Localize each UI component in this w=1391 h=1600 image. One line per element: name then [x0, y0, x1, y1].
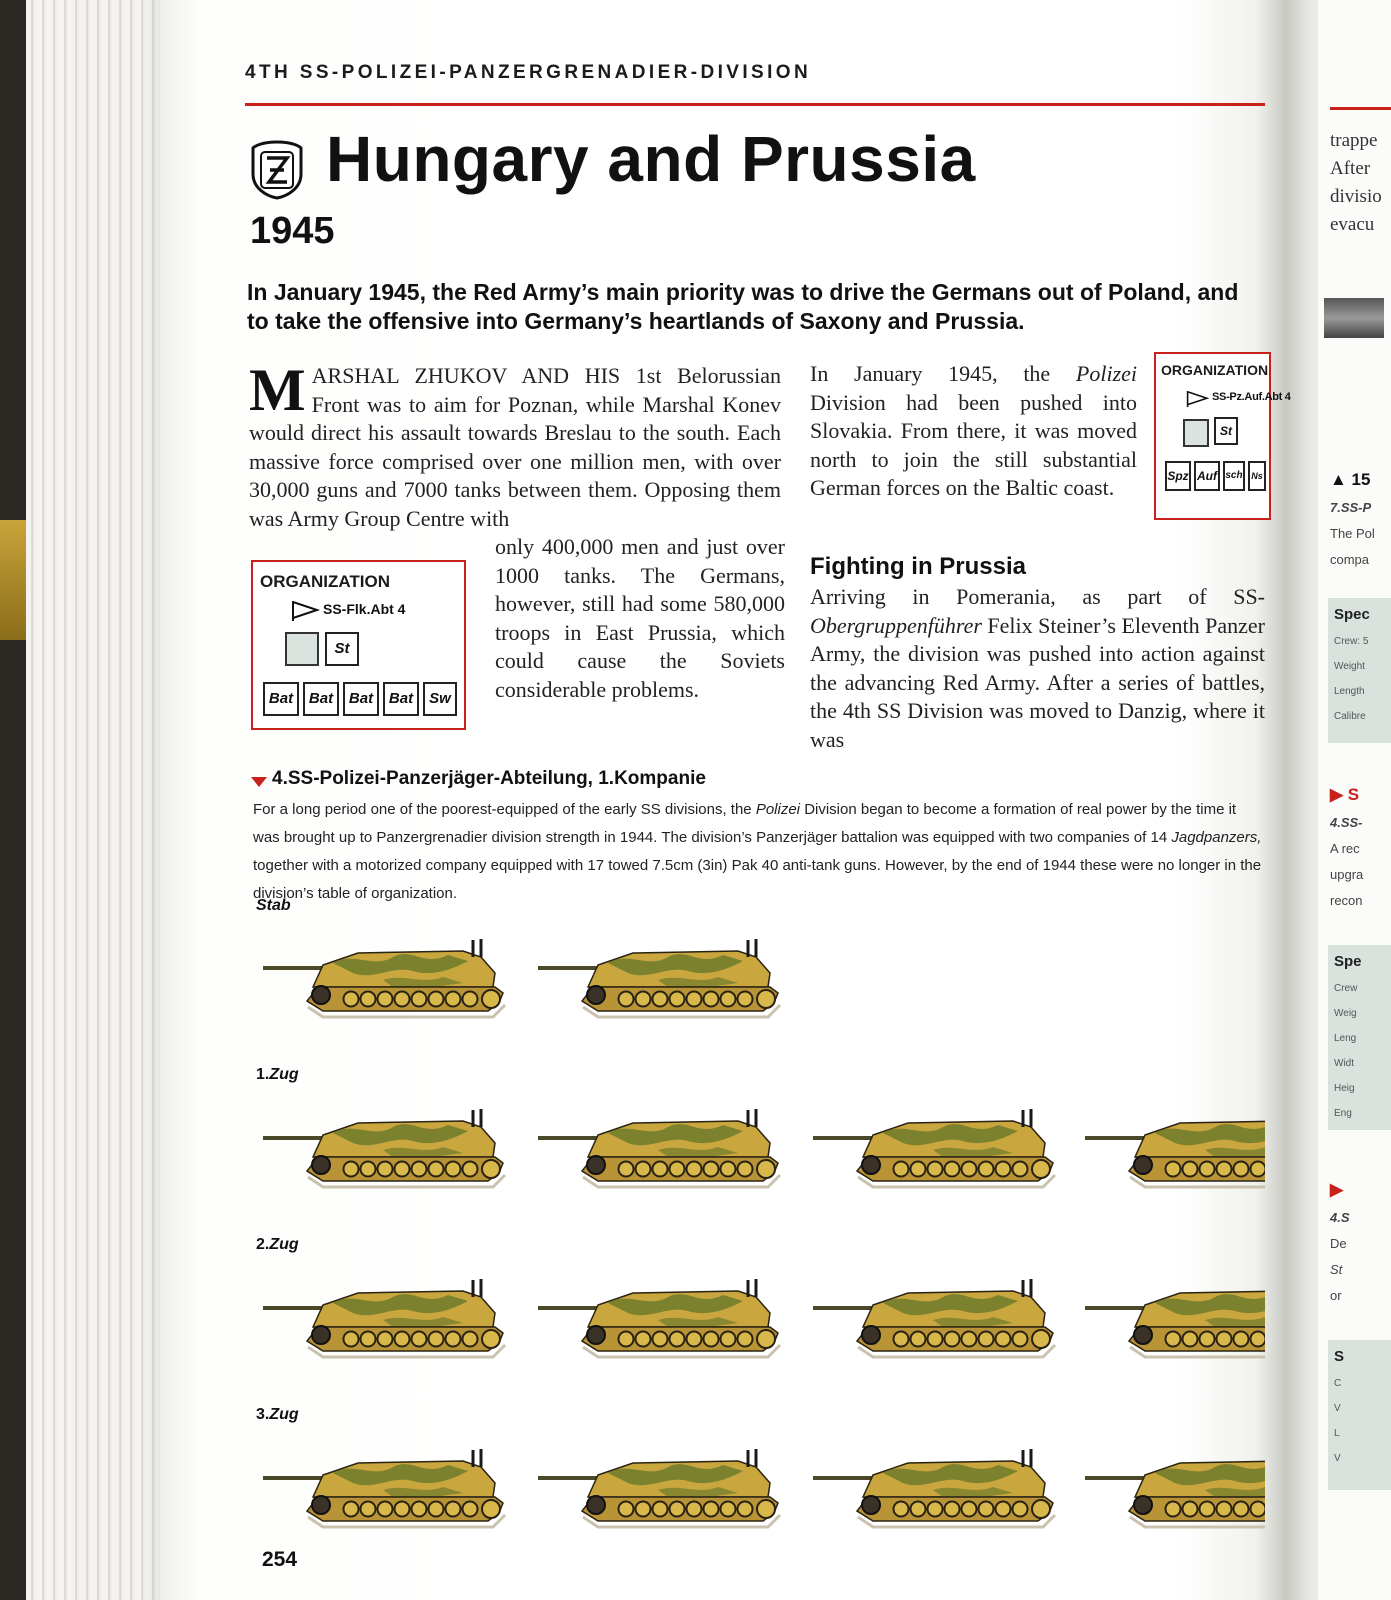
unit-label: Bat — [388, 690, 414, 707]
right-caption-line: The Pol — [1330, 526, 1375, 541]
body-text-italic: Polizei — [1075, 361, 1138, 386]
right-caption-line: ▲ 15 — [1330, 470, 1371, 489]
body-column-2-section — [810, 583, 1265, 754]
running-head: 4TH SS-POLIZEI-PANZERGRENADIER-DIVISION — [245, 62, 812, 83]
org-subunit — [423, 682, 457, 716]
caption-heading: 4.SS-Polizei-Panzerjäger-Abteilung, 1.Kompanie — [272, 768, 706, 789]
unit-label: Ns — [1251, 471, 1263, 481]
org-subunit — [343, 682, 379, 716]
right-caption-line: upgra — [1330, 867, 1364, 882]
caption-arrow-icon — [251, 777, 267, 787]
org-unit-name: SS-Pz.Auf.Abt 4 — [1212, 391, 1291, 403]
unit-flag-icon — [1186, 390, 1210, 408]
spec-item: Eng — [1334, 1108, 1352, 1119]
row-label-text: Stab — [256, 897, 291, 914]
caption-text-part: Division began to become a formation of real power by the time it was brought up to Panzergrenadier division strength in 1944. The division’s Panzerjäger battalion was equipped with two companies of 14 — [253, 801, 1237, 846]
jagdpanzer-illustration — [1085, 1435, 1265, 1535]
spec-item: V — [1334, 1453, 1341, 1464]
jagdpanzer-illustration — [813, 1435, 1063, 1535]
right-page-fragment — [1318, 0, 1391, 1600]
unit-label: Bat — [348, 690, 374, 707]
spec-item: Weig — [1334, 1008, 1357, 1019]
row-label-text: Zug — [269, 1406, 299, 1423]
spec-item: V — [1334, 1403, 1341, 1414]
row-label-zug-3 — [256, 1406, 299, 1424]
body-column-1 — [249, 357, 781, 533]
spec-item: L — [1334, 1428, 1340, 1439]
right-text-line: After — [1330, 158, 1371, 179]
right-caption-line: 4.SS- — [1330, 815, 1363, 830]
division-rune-icon — [250, 140, 304, 200]
header-rule — [245, 103, 1265, 106]
caption-text-italic: Polizei — [755, 801, 801, 818]
org-subunit — [303, 682, 339, 716]
jagdpanzer-illustration — [263, 1435, 513, 1535]
right-caption-line: A rec — [1330, 841, 1360, 856]
caption-text — [253, 796, 1265, 908]
drop-cap: M — [249, 357, 306, 423]
right-caption-line: recon — [1330, 893, 1363, 908]
body-text: Division had been pushed into Slovakia. From there, it was moved north to join the still substantial German forces on the Baltic coast. — [810, 389, 1137, 500]
caption-text-italic: Jagdpanzers, — [1171, 829, 1262, 846]
row-label-stab — [256, 897, 291, 915]
section-subheading: Fighting in Prussia — [810, 553, 1027, 580]
spec-item: Heig — [1334, 1083, 1355, 1094]
intro-paragraph: In January 1945, the Red Army’s main priority was to drive the Germans out of Poland, and to take the offensive into Germany’s heartlands of Saxony and Prussia. — [247, 279, 1239, 334]
body-column-1-continued: only 400,000 men and just over 1000 tanks. The Germans, however, still had some 580,000 troops in East Prussia, which could cause the Soviets considerable problems. — [495, 534, 785, 702]
row-label-zug-1 — [256, 1066, 299, 1084]
row-label-num: 1. — [256, 1066, 270, 1083]
spec-box — [1328, 1340, 1391, 1490]
org-subunit — [263, 682, 299, 716]
right-caption-line: 7.SS-P — [1330, 500, 1372, 515]
jagdpanzer-illustration — [263, 1265, 513, 1365]
organization-box — [1154, 352, 1291, 520]
unit-label: Bat — [308, 690, 334, 707]
right-caption-line: De — [1330, 1236, 1347, 1251]
page-subtitle-year: 1945 — [250, 210, 335, 252]
jagdpanzer-illustration — [263, 1095, 513, 1195]
org-unit-st — [1214, 417, 1238, 445]
jagdpanzer-illustration — [538, 1265, 788, 1365]
org-subunit — [1165, 461, 1191, 491]
right-text-line: trappe — [1330, 130, 1378, 151]
org-subunit — [1223, 461, 1245, 491]
row-label-num: 3. — [256, 1406, 270, 1423]
unit-label: Auf — [1197, 469, 1217, 483]
jagdpanzer-illustration — [1085, 1095, 1265, 1195]
hq-symbol — [1183, 419, 1209, 447]
unit-label: St — [1220, 424, 1232, 438]
jagdpanzer-illustration — [1085, 1265, 1265, 1365]
right-caption-line: 4.S — [1330, 1210, 1350, 1225]
page-title: Hungary and Prussia — [326, 123, 976, 195]
jagdpanzer-illustration — [813, 1095, 1063, 1195]
spec-title: S — [1334, 1348, 1345, 1365]
row-label-zug-2 — [256, 1236, 299, 1254]
spec-item: Crew: 5 — [1334, 636, 1369, 647]
hq-symbol — [285, 632, 319, 666]
caption-text-part: For a long period one of the poorest-equipped of the early SS divisions, the — [253, 801, 752, 818]
unit-label: St — [334, 640, 350, 657]
right-caption-line: ▶ — [1330, 1180, 1344, 1199]
body-column-2 — [810, 360, 1137, 503]
org-subunit — [383, 682, 419, 716]
row-label-text: Zug — [269, 1066, 299, 1083]
right-page-rule — [1330, 107, 1391, 110]
org-subunit — [1248, 461, 1266, 491]
right-text-line: divisio — [1330, 186, 1382, 207]
spec-item: Calibre — [1334, 711, 1366, 722]
spec-item: Leng — [1334, 1033, 1357, 1044]
caption-text-part: together with a motorized company equipped with 17 towed 7.5cm (3in) Pak 40 anti-tank guns. However, by the end of 1944 these were no longer in the division’s table of organization. — [253, 857, 1262, 902]
right-caption-line: St — [1330, 1262, 1343, 1277]
org-subunit — [1194, 461, 1220, 491]
spec-item: Weight — [1334, 661, 1365, 672]
jagdpanzer-illustration — [538, 1095, 788, 1195]
jagdpanzer-illustration — [538, 925, 788, 1025]
jagdpanzer-illustration — [813, 1265, 1063, 1365]
body-text: Felix Steiner’s Eleventh Panzer Army, the division was pushed into action against the advancing Red Army. After a series of battles, the 4th SS Division was moved to Danzig, where it was — [810, 612, 1265, 752]
spec-item: Widt — [1334, 1058, 1354, 1069]
spec-box — [1328, 945, 1391, 1130]
body-text: In January 1945, the — [810, 361, 1051, 386]
row-label-num: 2. — [256, 1236, 270, 1253]
right-photo — [1324, 298, 1384, 338]
row-label-text: Zug — [269, 1236, 299, 1253]
unit-flag-icon — [291, 600, 321, 622]
spec-item: Crew — [1334, 983, 1358, 994]
body-text: ARSHAL ZHUKOV AND HIS 1st Belorussian Front was to aim for Poznan, while Marshal Konev would direct his assault towards Breslau to the south. Each massive force comprised over one million men, with over 30,000 guns and 7000 tanks between them. Opposing them was Army Group Centre with — [249, 363, 781, 531]
spec-box — [1328, 598, 1391, 743]
spec-item: C — [1334, 1378, 1342, 1389]
unit-label: Bat — [268, 690, 294, 707]
org-unit-st — [325, 632, 359, 666]
spec-item: Length — [1334, 686, 1365, 697]
body-text: Arriving in Pomerania, as part of SS- — [810, 584, 1265, 609]
spec-title: Spe — [1334, 953, 1362, 970]
org-unit-name: SS-Flk.Abt 4 — [323, 601, 406, 617]
unit-label: sch — [1225, 470, 1243, 481]
unit-label: Spz — [1167, 469, 1189, 483]
jagdpanzer-illustration — [538, 1435, 788, 1535]
right-caption-line: ▶ S — [1330, 785, 1360, 804]
org-title: ORGANIZATION — [260, 572, 391, 591]
bookmark-ribbon — [0, 520, 26, 640]
right-caption-line: compa — [1330, 552, 1370, 567]
book-gutter — [1255, 0, 1325, 1600]
organization-box — [251, 560, 466, 730]
right-caption-line: or — [1330, 1288, 1342, 1303]
body-text-italic: Obergruppenführer — [810, 612, 982, 638]
jagdpanzer-illustration — [263, 925, 513, 1025]
org-title: ORGANIZATION — [1161, 362, 1269, 378]
right-text-line: evacu — [1330, 214, 1375, 235]
spec-title: Spec — [1334, 606, 1370, 623]
page-number: 254 — [262, 1548, 298, 1571]
unit-label: Sw — [429, 690, 451, 707]
